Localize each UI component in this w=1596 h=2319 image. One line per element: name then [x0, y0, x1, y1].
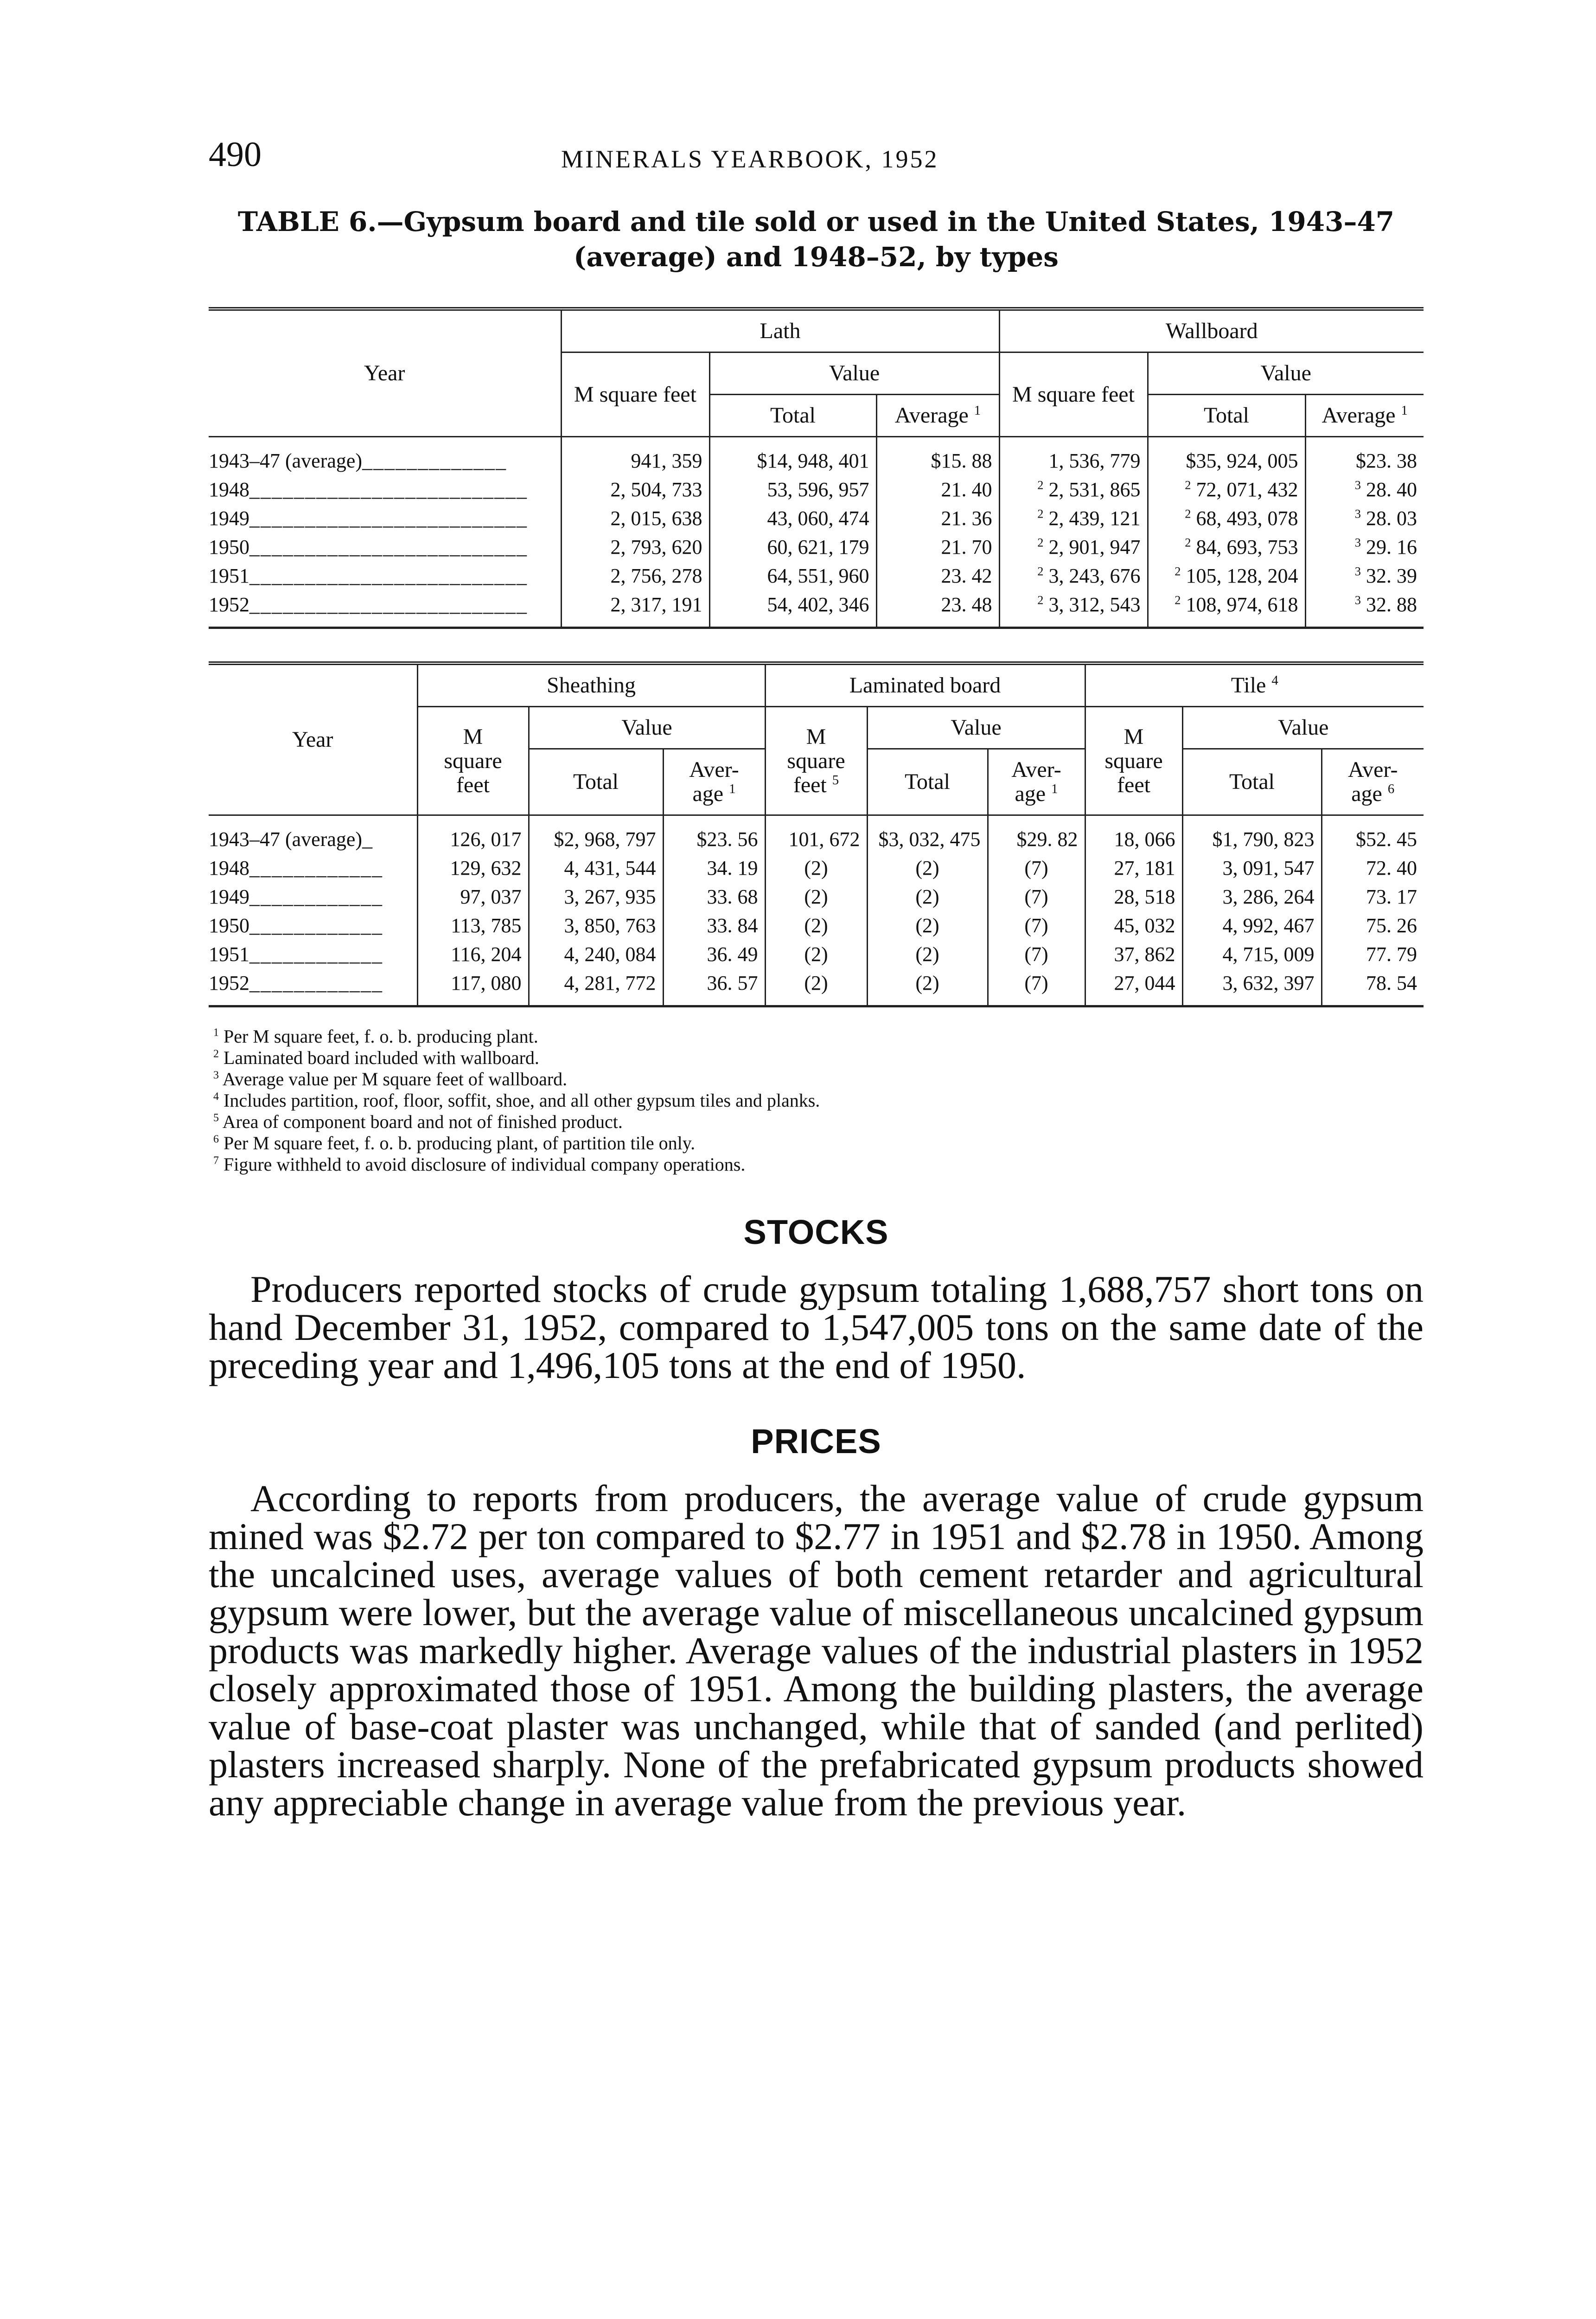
lath-total-cell: $14, 948, 401 [709, 437, 876, 476]
laminated-msf-cell: (2) [765, 969, 867, 1006]
laminated-total-header: Total [867, 749, 988, 815]
laminated-avg-cell: $29. 82 [988, 815, 1085, 854]
sheathing-avg-cell: 33. 68 [663, 883, 765, 911]
laminated-msf-cell: 101, 672 [765, 815, 867, 854]
footnote: $^4$ Includes partition, roof, floor, soffit, shoe, and all other gypsum tiles and planks. [213, 1090, 820, 1111]
sheathing-msf-cell: 129, 632 [417, 854, 529, 883]
tile-avg-cell: 73. 17 [1366, 885, 1417, 908]
footnote: $^1$ Per M square feet, f. o. b. producing plant. [213, 1026, 538, 1047]
sheathing-laminated-tile-rows [209, 815, 1424, 1006]
lath-total-cell: 64, 551, 960 [709, 562, 876, 590]
tile-msf-header: M square feet [1085, 707, 1182, 815]
lath-avg-cell: $15. 88 [876, 437, 999, 476]
table-row [209, 437, 1424, 476]
tile-avg-cell: $52. 45 [1356, 828, 1417, 851]
sheathing-total-cell: 4, 281, 772 [529, 969, 663, 1006]
year-column-header: Year [209, 309, 561, 437]
tile-msf-cell: 27, 044 [1085, 969, 1182, 1006]
year-cell: 1948____________ [209, 854, 417, 883]
sheathing-msf-cell: 126, 017 [417, 815, 529, 854]
year-cell: 1950_________________________ [209, 533, 561, 562]
sheathing-total-cell: 4, 431, 544 [529, 854, 663, 883]
laminated-average-header: Aver- age $^1$ [988, 749, 1085, 815]
tile-avg-cell: 75. 26 [1366, 914, 1417, 937]
lath-average-header: Average $^1$ [876, 395, 999, 437]
lath-msf-cell: 2, 756, 278 [561, 562, 709, 590]
laminated-avg-cell: (7) [988, 883, 1085, 911]
table-row [209, 590, 1424, 628]
year-column-header-2: Year [209, 663, 417, 815]
lath-header: Lath [561, 309, 999, 352]
sheathing-avg-cell: 36. 49 [663, 940, 765, 969]
tile-msf-cell: 37, 862 [1085, 940, 1182, 969]
running-head [209, 135, 1424, 186]
footnote: $^2$ Laminated board included with wallboard. [213, 1047, 539, 1068]
sheathing-avg-cell: $23. 56 [663, 815, 765, 854]
wallboard-avg-cell: $23. 38 [1356, 449, 1417, 472]
tile-header: Tile $^4$ [1085, 663, 1424, 707]
sheathing-msf-cell: 113, 785 [417, 911, 529, 940]
wallboard-total-cell: $^2$ 68, 493, 078 [1148, 504, 1305, 533]
table-row [209, 562, 1424, 590]
footnote: $^3$ Average value per M square feet of wallboard. [213, 1069, 568, 1089]
tile-msf-cell: 45, 032 [1085, 911, 1182, 940]
year-cell: 1948_________________________ [209, 475, 561, 504]
tile-msf-cell: 27, 181 [1085, 854, 1182, 883]
sheathing-avg-cell: 33. 84 [663, 911, 765, 940]
lath-msf-cell: 2, 793, 620 [561, 533, 709, 562]
lath-avg-cell: 23. 42 [876, 562, 999, 590]
table-row [209, 883, 1424, 911]
wallboard-avg-cell: $^3$ 32. 88 [1305, 590, 1424, 628]
lath-total-cell: 60, 621, 179 [709, 533, 876, 562]
laminated-avg-cell: (7) [988, 969, 1085, 1006]
wallboard-msf-cell: $^2$ 2, 531, 865 [999, 475, 1148, 504]
lath-value-header: Value [709, 352, 999, 395]
tile-msf-cell: 28, 518 [1085, 883, 1182, 911]
tile-avg-cell: 77. 79 [1366, 943, 1417, 966]
tile-total-cell: $1, 790, 823 [1182, 815, 1321, 854]
page [209, 135, 1424, 1822]
wallboard-average-header: Average $^1$ [1305, 395, 1424, 437]
footnote: $^5$ Area of component board and not of finished product. [213, 1111, 623, 1132]
sheathing-msf-header: M square feet [417, 707, 529, 815]
sheathing-total-cell: 4, 240, 084 [529, 940, 663, 969]
tile-total-cell: 3, 632, 397 [1182, 969, 1321, 1006]
lath-msf-cell: 2, 317, 191 [561, 590, 709, 628]
sheathing-total-cell: $2, 968, 797 [529, 815, 663, 854]
sheathing-msf-cell: 116, 204 [417, 940, 529, 969]
wallboard-m-square-feet-header: M square feet [999, 352, 1148, 437]
year-cell: 1950____________ [209, 911, 417, 940]
wallboard-avg-cell: $^3$ 29. 16 [1354, 535, 1417, 558]
laminated-msf-cell: (2) [765, 940, 867, 969]
wallboard-total-cell: $^2$ 105, 128, 204 [1148, 562, 1305, 590]
sheathing-total-header: Total [529, 749, 663, 815]
tile-total-cell: 3, 286, 264 [1182, 883, 1321, 911]
sheathing-msf-cell: 117, 080 [417, 969, 529, 1006]
sheathing-avg-cell: 36. 57 [663, 969, 765, 1006]
year-cell: 1949____________ [209, 883, 417, 911]
year-cell: 1951____________ [209, 940, 417, 969]
year-cell: 1951_________________________ [209, 562, 561, 590]
table-row [209, 475, 1424, 504]
wallboard-header: Wallboard [999, 309, 1424, 352]
table-row [209, 533, 1424, 562]
lath-avg-cell: 21. 40 [876, 475, 999, 504]
wallboard-total-header: Total [1148, 395, 1305, 437]
sheathing-value-header: Value [529, 707, 765, 749]
laminated-msf-cell: (2) [765, 911, 867, 940]
wallboard-avg-cell: $^3$ 28. 03 [1354, 506, 1417, 530]
lath-avg-cell: 21. 36 [876, 504, 999, 533]
laminated-total-cell: $3, 032, 475 [867, 815, 988, 854]
laminated-avg-cell: (7) [988, 854, 1085, 883]
laminated-total-cell: (2) [867, 940, 988, 969]
prices-heading: PRICES [751, 1422, 881, 1461]
laminated-msf-header: M square feet $^5$ [765, 707, 867, 815]
tile-avg-cell: 72. 40 [1366, 857, 1417, 879]
wallboard-total-cell: $^2$ 108, 974, 618 [1148, 590, 1305, 628]
tile-total-header: Total [1182, 749, 1321, 815]
wallboard-avg-cell: $^3$ 32. 39 [1354, 564, 1417, 587]
table-row [209, 504, 1424, 533]
tile-avg-cell: 78. 54 [1321, 969, 1424, 1006]
tile-total-cell: 3, 091, 547 [1182, 854, 1321, 883]
wallboard-msf-cell: $^2$ 2, 439, 121 [999, 504, 1148, 533]
table-row [209, 815, 1424, 854]
page-number: 490 [209, 135, 262, 174]
laminated-avg-cell: (7) [988, 911, 1085, 940]
sheathing-avg-cell: 34. 19 [663, 854, 765, 883]
year-cell: 1943–47 (average)_ [209, 815, 417, 854]
lath-total-cell: 43, 060, 474 [709, 504, 876, 533]
lath-avg-cell: 23. 48 [876, 590, 999, 628]
table-row [209, 854, 1424, 883]
lath-wallboard-rows [209, 437, 1424, 628]
wallboard-total-cell: $^2$ 84, 693, 753 [1148, 533, 1305, 562]
lath-msf-cell: 2, 015, 638 [561, 504, 709, 533]
lath-total-cell: 54, 402, 346 [709, 590, 876, 628]
prices-paragraph: According to reports from producers, the average value of crude gypsum mined was $2.72 per ton compared to $2.77 in 1951 and $2.78 in 1950. Among the uncalcined uses, average values of both cement retarder and agricultural gypsum were lower, but the average value of miscellaneous uncalcined gypsum products was markedly higher. Average values of the industrial plasters in 1952 closely approximated those of 1951. Among the building plasters, the average value of base-coat plaster was unchanged, while that of sanded (and perlited) plasters increased sharply. None of the prefabricated gypsum products showed any appreciable change in average value from the previous year. [209, 1477, 1424, 1824]
lath-msf-cell: 941, 359 [561, 437, 709, 476]
wallboard-total-cell: $^2$ 72, 071, 432 [1148, 475, 1305, 504]
lath-msf-cell: 2, 504, 733 [561, 475, 709, 504]
table-caption [209, 204, 1424, 275]
table-caption-line-2: (average) and 1948–52, by types [574, 241, 1059, 273]
lath-avg-cell: 21. 70 [876, 533, 999, 562]
year-cell: 1952____________ [209, 969, 417, 1006]
laminated-total-cell: (2) [867, 854, 988, 883]
wallboard-msf-cell: $^2$ 2, 901, 947 [999, 533, 1148, 562]
lath-m-square-feet-header: M square feet [561, 352, 709, 437]
wallboard-value-header: Value [1148, 352, 1424, 395]
year-cell: 1949_________________________ [209, 504, 561, 533]
lath-total-cell: 53, 596, 957 [709, 475, 876, 504]
sheathing-header: Sheathing [417, 663, 765, 707]
tile-value-header: Value [1182, 707, 1424, 749]
tile-average-header: Aver- age $^6$ [1321, 749, 1424, 815]
wallboard-msf-cell: 1, 536, 779 [999, 437, 1148, 476]
table-row [209, 969, 1424, 1006]
footnote: $^6$ Per M square feet, f. o. b. producing plant, of partition tile only. [213, 1133, 696, 1153]
lath-wallboard-table [209, 307, 1424, 629]
table-row [209, 940, 1424, 969]
laminated-total-cell: (2) [867, 911, 988, 940]
laminated-board-header: Laminated board [765, 663, 1085, 707]
stocks-heading: STOCKS [743, 1213, 889, 1251]
wallboard-avg-cell: $^3$ 28. 40 [1354, 478, 1417, 501]
tile-total-cell: 4, 715, 009 [1182, 940, 1321, 969]
laminated-total-cell: (2) [867, 969, 988, 1006]
tile-msf-cell: 18, 066 [1085, 815, 1182, 854]
laminated-avg-cell: (7) [988, 940, 1085, 969]
sheathing-average-header: Aver- age $^1$ [663, 749, 765, 815]
table-caption-line-1: TABLE 6.—Gypsum board and tile sold or used in the United States, 1943–47 [237, 206, 1395, 237]
wallboard-total-cell: $35, 924, 005 [1148, 437, 1305, 476]
laminated-msf-cell: (2) [765, 883, 867, 911]
footnote: $^7$ Figure withheld to avoid disclosure of individual company operations. [213, 1154, 746, 1175]
wallboard-msf-cell: $^2$ 3, 243, 676 [999, 562, 1148, 590]
year-cell: 1943–47 (average)_____________ [209, 437, 561, 476]
laminated-total-cell: (2) [867, 883, 988, 911]
footnotes [209, 1026, 1424, 1175]
laminated-msf-cell: (2) [765, 854, 867, 883]
year-cell: 1952_________________________ [209, 590, 561, 628]
running-title: MINERALS YEARBOOK, 1952 [561, 145, 939, 173]
tile-total-cell: 4, 992, 467 [1182, 911, 1321, 940]
sheathing-total-cell: 3, 267, 935 [529, 883, 663, 911]
laminated-value-header: Value [867, 707, 1085, 749]
table-row [209, 911, 1424, 940]
wallboard-msf-cell: $^2$ 3, 312, 543 [999, 590, 1148, 628]
sheathing-total-cell: 3, 850, 763 [529, 911, 663, 940]
stocks-paragraph: Producers reported stocks of crude gypsum totaling 1,688,757 short tons on hand December 31, 1952, compared to 1,547,005 tons on the same date of the preceding year and 1,496,105 tons at the end of 1950. [209, 1268, 1424, 1386]
lath-total-header: Total [709, 395, 876, 437]
sheathing-laminated-tile-table [209, 661, 1424, 1007]
sheathing-msf-cell: 97, 037 [417, 883, 529, 911]
